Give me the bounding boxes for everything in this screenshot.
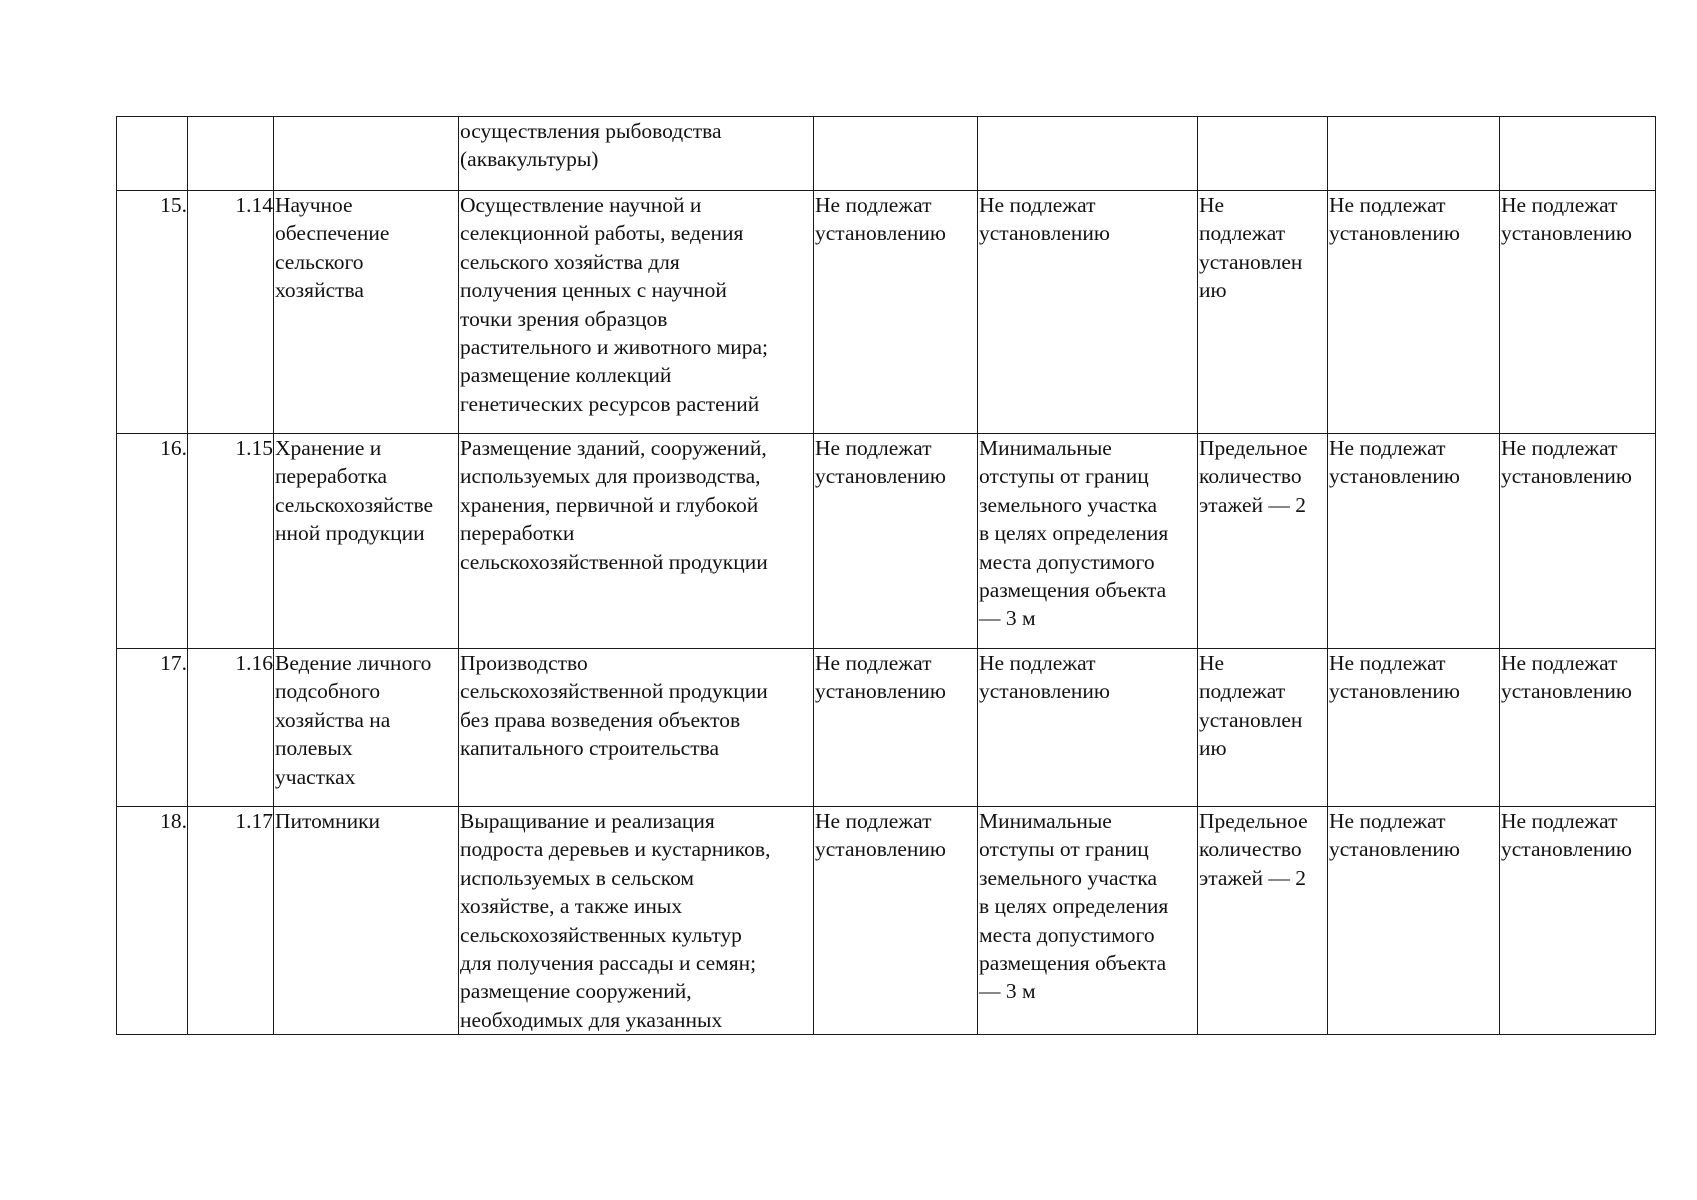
cell-text-line: Минимальные — [979, 436, 1112, 460]
cell-text-line: — 3 м — [979, 979, 1036, 1004]
cell-text-line: установлен — [1199, 707, 1303, 732]
cell-text-line: установлению — [815, 679, 946, 704]
row-number-cell: 18. — [117, 807, 188, 1035]
cell-text-line: Не — [1199, 193, 1225, 217]
cell-text-line: подлежат — [1199, 679, 1286, 704]
cell-text-line: (аквакультуры) — [460, 147, 599, 172]
row-16 — [117, 434, 1656, 649]
cell-text-line: сельского — [275, 249, 364, 274]
floors-cell — [1198, 191, 1328, 434]
cell-text-line: осуществления рыбоводства — [460, 119, 722, 143]
setback-cell — [978, 807, 1198, 1035]
use-description-cell — [459, 649, 814, 807]
cell-text-line: полевых — [275, 736, 353, 761]
table-body — [117, 117, 1656, 1035]
cell-text-line: Не подлежат — [815, 809, 932, 833]
cell-text-line: используемых для производства, — [460, 464, 761, 489]
cell-text-line: Не подлежат — [979, 193, 1096, 217]
cell-text-line: установлению — [1329, 837, 1460, 862]
cell-text-line: Не подлежат — [1329, 193, 1446, 217]
cell-text-line: получения ценных с научной — [460, 278, 727, 303]
setback-cell — [978, 434, 1198, 649]
cell-text-line: Не подлежат — [1501, 651, 1618, 675]
cell-text-line: Научное — [275, 193, 353, 217]
cell-text-line: Не подлежат — [815, 651, 932, 675]
cell-text-line: хозяйства на — [275, 707, 391, 732]
cell-text-line: установлению — [1501, 221, 1632, 246]
use-name-cell — [274, 117, 459, 191]
cell-text-line: места допустимого — [979, 922, 1155, 947]
use-code-cell: 1.14 — [188, 191, 274, 434]
cell-text-line: Производство — [460, 651, 588, 675]
cell-text-line: количество — [1199, 837, 1302, 862]
cell-text-line: Не — [1199, 651, 1225, 675]
cell-text-line: размещения объекта — [979, 951, 1167, 976]
cell-text-line: сельскохозяйстве — [275, 492, 434, 517]
cell-text-line: этажей — 2 — [1199, 865, 1307, 890]
other-params-cell — [1500, 191, 1656, 434]
cell-text-line: в целях определения — [979, 894, 1169, 919]
coverage-cell — [1328, 649, 1500, 807]
cell-text-line: для получения рассады и семян; — [460, 951, 757, 976]
cell-text-line: сельскохозяйственных культур — [460, 922, 742, 947]
coverage-cell — [1328, 117, 1500, 191]
cell-text-line: Не подлежат — [1501, 193, 1618, 217]
cell-text-line: обеспечение — [275, 221, 390, 246]
row-number-cell: 16. — [117, 434, 188, 649]
cell-text-line: земельного участка — [979, 492, 1158, 517]
row-number-cell: 15. — [117, 191, 188, 434]
lot-size-cell — [814, 434, 978, 649]
cell-text-line: установлению — [815, 221, 946, 246]
cell-text-line: Хранение и — [275, 436, 382, 460]
regulations-table — [116, 116, 1656, 1035]
cell-text-line: установлению — [979, 221, 1110, 246]
cell-text-line: Не подлежат — [1329, 809, 1446, 833]
cell-text-line: используемых в сельском — [460, 865, 695, 890]
cell-text-line: установлению — [1501, 679, 1632, 704]
cell-text-line: подсобного — [275, 679, 381, 704]
cell-text-line: хранения, первичной и глубокой — [460, 492, 759, 517]
cell-text-line: селекционной работы, ведения — [460, 221, 744, 246]
cell-text-line: без права возведения объектов — [460, 707, 741, 732]
use-code-cell: 1.16 — [188, 649, 274, 807]
cell-text-line: — 3 м — [979, 606, 1036, 631]
floors-cell — [1198, 117, 1328, 191]
use-code-cell: 1.17 — [188, 807, 274, 1035]
cell-text-line: установлению — [1501, 464, 1632, 489]
cell-text-line: Предельное — [1199, 436, 1308, 460]
coverage-cell — [1328, 434, 1500, 649]
cell-text-line: необходимых для указанных — [460, 1007, 723, 1032]
coverage-cell — [1328, 807, 1500, 1035]
row-17 — [117, 649, 1656, 807]
row-number-cell: 17. — [117, 649, 188, 807]
cell-text-line: установлению — [815, 464, 946, 489]
cell-text-line: ию — [1199, 736, 1227, 761]
other-params-cell — [1500, 649, 1656, 807]
cell-text-line: подроста деревьев и кустарников, — [460, 837, 771, 862]
cell-text-line: этажей — 2 — [1199, 492, 1307, 517]
cell-text-line: сельскохозяйственной продукции — [460, 549, 768, 574]
cell-text-line: растительного и животного мира; — [460, 335, 769, 360]
cell-text-line: Не подлежат — [1501, 809, 1618, 833]
use-description-cell — [459, 807, 814, 1035]
cell-text-line: Предельное — [1199, 809, 1308, 833]
floors-cell — [1198, 807, 1328, 1035]
other-params-cell — [1500, 807, 1656, 1035]
cell-text-line: в целях определения — [979, 521, 1169, 546]
other-params-cell — [1500, 117, 1656, 191]
floors-cell — [1198, 434, 1328, 649]
setback-cell — [978, 191, 1198, 434]
cell-text-line: Размещение зданий, сооружений, — [460, 436, 767, 460]
use-description-cell — [459, 434, 814, 649]
cell-text-line: Не подлежат — [979, 651, 1096, 675]
cell-text-line: установлению — [1329, 679, 1460, 704]
cell-text-line: точки зрения образцов — [460, 306, 668, 331]
cell-text-line: генетических ресурсов растений — [460, 391, 760, 416]
row-18 — [117, 807, 1656, 1035]
cell-text-line: места допустимого — [979, 549, 1155, 574]
cell-text-line: подлежат — [1199, 221, 1286, 246]
use-name-cell — [274, 807, 459, 1035]
lot-size-cell — [814, 191, 978, 434]
cell-text-line: Не подлежат — [1329, 436, 1446, 460]
cell-text-line: Питомники — [275, 809, 381, 833]
cell-text-line: хозяйстве, а также иных — [460, 894, 683, 919]
cell-text-line: Не подлежат — [1329, 651, 1446, 675]
cell-text-line: Не подлежат — [815, 436, 932, 460]
cell-text-line: участках — [275, 764, 356, 789]
cell-text-line: Минимальные — [979, 809, 1112, 833]
coverage-cell — [1328, 191, 1500, 434]
use-description-cell — [459, 117, 814, 191]
row-15 — [117, 191, 1656, 434]
cell-text-line: установлению — [815, 837, 946, 862]
lot-size-cell — [814, 807, 978, 1035]
cell-text-line: размещение коллекций — [460, 363, 672, 388]
cell-text-line: сельского хозяйства для — [460, 249, 680, 274]
cell-text-line: сельскохозяйственной продукции — [460, 679, 768, 704]
use-code-cell — [188, 117, 274, 191]
cell-text-line: отступы от границ — [979, 837, 1149, 862]
setback-cell — [978, 649, 1198, 807]
cell-text-line: Ведение личного — [275, 651, 432, 675]
cell-text-line: Не подлежат — [1501, 436, 1618, 460]
cell-text-line: капитального строительства — [460, 736, 720, 761]
cell-text-line: Выращивание и реализация — [460, 809, 715, 833]
use-name-cell — [274, 191, 459, 434]
cell-text-line: хозяйства — [275, 278, 364, 303]
lot-size-cell — [814, 117, 978, 191]
cell-text-line: количество — [1199, 464, 1302, 489]
cell-text-line: земельного участка — [979, 865, 1158, 890]
cell-text-line: ию — [1199, 278, 1227, 303]
cell-text-line: переработки — [460, 521, 575, 546]
cell-text-line: переработка — [275, 464, 388, 489]
cell-text-line: Осуществление научной и — [460, 193, 702, 217]
cell-text-line: установлению — [1329, 221, 1460, 246]
cell-text-line: установлен — [1199, 249, 1303, 274]
cell-text-line: установлению — [1329, 464, 1460, 489]
lot-size-cell — [814, 649, 978, 807]
use-name-cell — [274, 649, 459, 807]
use-code-cell: 1.15 — [188, 434, 274, 649]
cell-text-line: размещения объекта — [979, 578, 1167, 603]
row-continued — [117, 117, 1656, 191]
floors-cell — [1198, 649, 1328, 807]
cell-text-line: нной продукции — [275, 521, 425, 546]
setback-cell — [978, 117, 1198, 191]
use-name-cell — [274, 434, 459, 649]
cell-text-line: установлению — [1501, 837, 1632, 862]
cell-text-line: установлению — [979, 679, 1110, 704]
other-params-cell — [1500, 434, 1656, 649]
use-description-cell — [459, 191, 814, 434]
row-number-cell — [117, 117, 188, 191]
cell-text-line: размещение сооружений, — [460, 979, 692, 1004]
cell-text-line: отступы от границ — [979, 464, 1149, 489]
cell-text-line: Не подлежат — [815, 193, 932, 217]
